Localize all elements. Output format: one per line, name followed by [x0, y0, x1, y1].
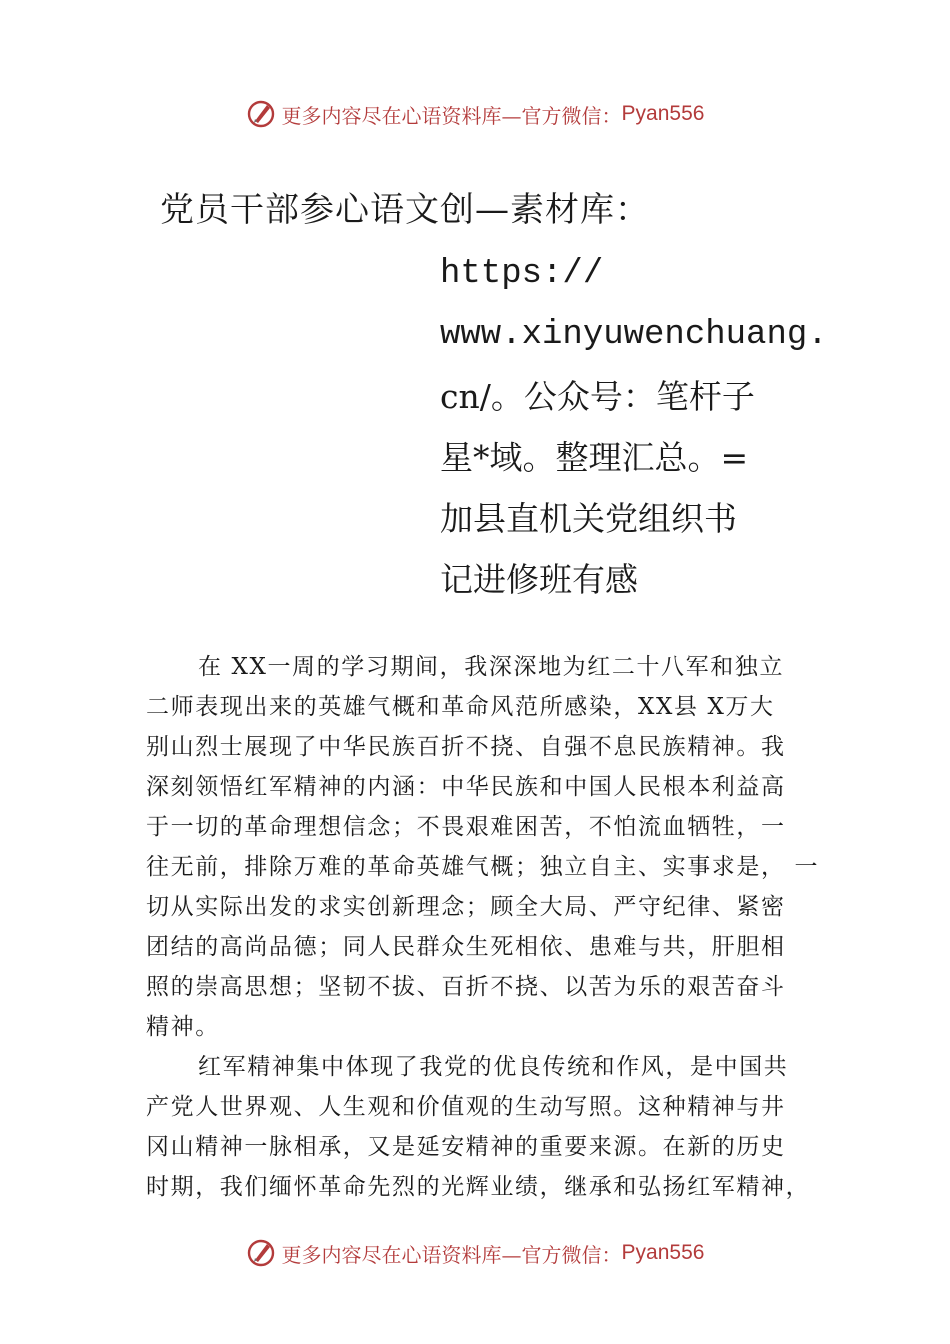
paragraph-1-line: 精神。 [146, 1014, 220, 1040]
banner-text: 更多内容尽在心语资料库—官方微信： [281, 1242, 622, 1267]
page-title: 党员干部参心语文创—素材库： [160, 190, 650, 230]
wechat-id: Pyan556 [621, 1241, 705, 1264]
paragraph-1-line: 在 XX一周的学习期间，我深深地为红二十八军和独立 [198, 654, 785, 680]
paragraph-2-line: 产党人世界观、人生观和价值观的生动写照。这种精神与井 [146, 1094, 786, 1120]
banner-text: 更多内容尽在心语资料库—官方微信： [281, 103, 622, 128]
footer-banner [0, 1233, 950, 1273]
paragraph-2-line: 红军精神集中体现了我党的优良传统和作风，是中国共 [198, 1054, 789, 1080]
paragraph-1-line: 切从实际出发的求实创新理念；顾全大局、严守纪律、紧密 [146, 894, 786, 920]
header-banner [0, 94, 950, 134]
url-line-2: www.xinyuwenchuang. [440, 316, 828, 354]
title-continuation [440, 244, 828, 610]
paragraph-1-line: 深刻领悟红军精神的内涵：中华民族和中国人民根本利益高 [146, 774, 786, 800]
pen-logo-icon [246, 99, 276, 129]
paragraph-2-line: 时期，我们缅怀革命先烈的光辉业绩，继承和弘扬红军精神， [146, 1174, 811, 1200]
body-text [146, 647, 820, 1207]
title-line-4: 星*域。整理汇总。= [440, 438, 749, 477]
pen-logo-icon [246, 1238, 276, 1268]
url-line-1: https:// [440, 255, 604, 293]
paragraph-1-line: 二师表现出来的英雄气概和革命风范所感染，XX县 X万大 [146, 694, 775, 720]
paragraph-1-line: 照的崇高思想；坚韧不拔、百折不挠、以苦为乐的艰苦奋斗 [146, 974, 786, 1000]
paragraph-1-line: 于一切的革命理想信念；不畏艰难困苦，不怕流血牺牲，一 [146, 814, 786, 840]
paragraph-2-line: 冈山精神一脉相承，又是延安精神的重要来源。在新的历史 [146, 1134, 786, 1160]
title-line-6: 记进修班有感 [440, 560, 638, 599]
wechat-id: Pyan556 [621, 102, 705, 125]
paragraph-1-line: 别山烈士展现了中华民族百折不挠、自强不息民族精神。我 [146, 734, 786, 760]
title-line-5: 加县直机关党组织书 [440, 499, 737, 538]
paragraph-1-line: 往无前，排除万难的革命英雄气概；独立自主、实事求是， 一 [146, 854, 820, 880]
paragraph-1-line: 团结的高尚品德；同人民群众生死相依、患难与共，肝胆相 [146, 934, 786, 960]
title-line-3: cn/。公众号：笔杆子 [440, 377, 755, 416]
